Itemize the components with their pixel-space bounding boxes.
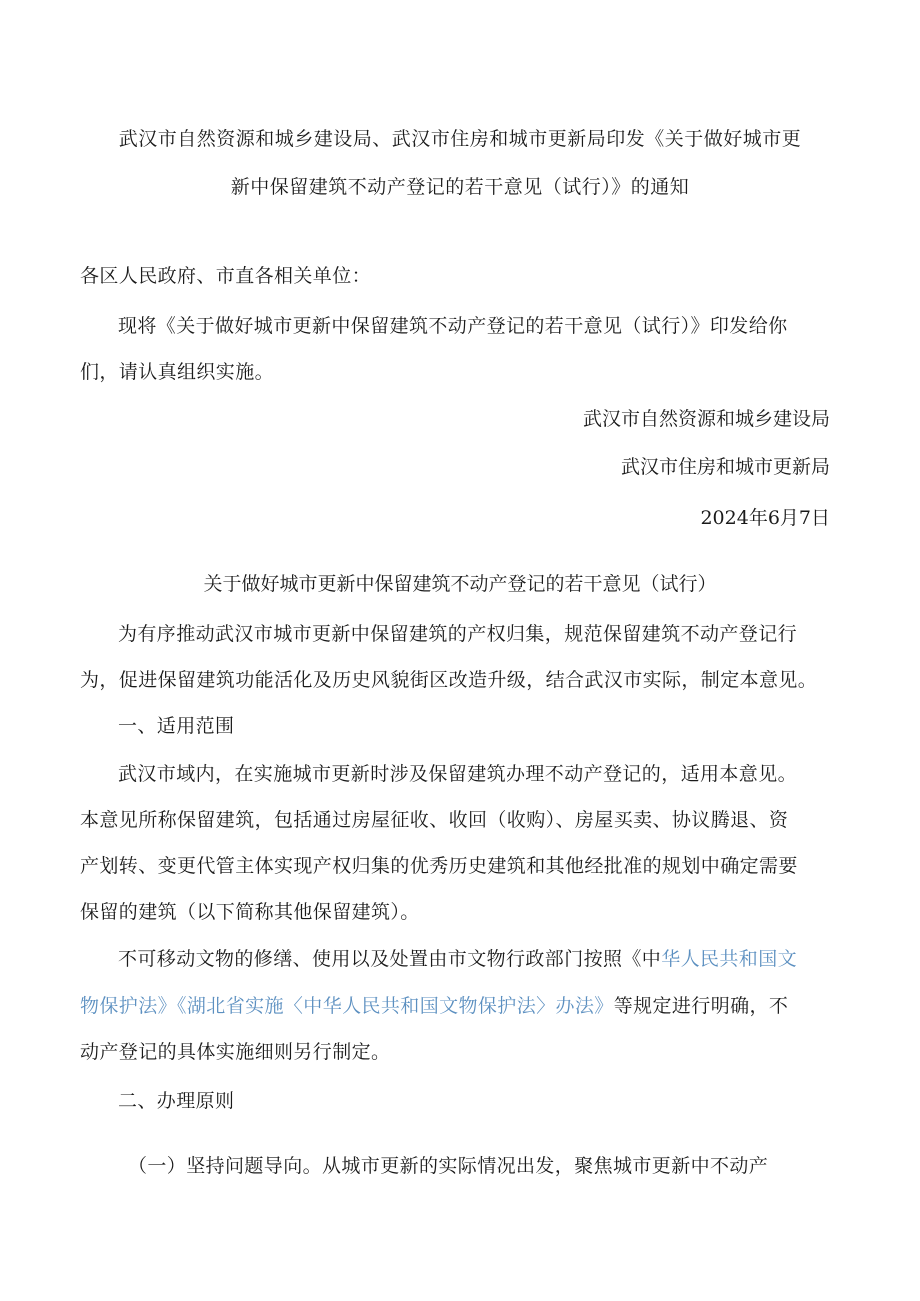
issue-date: 2024年6月7日: [700, 507, 830, 529]
intro-line-2: 为，促进保留建筑功能活化及历史风貌街区改造升级，结合武汉市实际，制定本意见。: [80, 669, 818, 691]
notice-body-line-2: 们，请认真组织实施。: [80, 361, 275, 383]
addressee: 各区人民政府、市直各相关单位：: [80, 265, 372, 287]
s1-p2-line-3: 动产登记的具体实施细则另行制定。: [80, 1041, 391, 1063]
s1-p2-line-1-text: 不可移动文物的修缮、使用以及处置由市文物行政部门按照《中: [118, 948, 662, 970]
s1-p2-line-2-text: 等规定进行明确，不: [613, 995, 789, 1017]
s1-p1-line-2: 本意见所称保留建筑，包括通过房屋征收、收回（收购）、房屋买卖、协议腾退、资: [80, 809, 789, 831]
law-link-part-1[interactable]: 华人民共和国文: [661, 948, 798, 970]
opinion-title: 关于做好城市更新中保留建筑不动产登记的若干意见（试行）: [203, 573, 717, 595]
s1-p1-line-3: 产划转、变更代管主体实现产权归集的优秀历史建筑和其他经批准的规划中确定需要: [80, 855, 798, 877]
s2-item-1-line-1: （一）坚持问题导向。从城市更新的实际情况出发，聚焦城市更新中不动产: [128, 1155, 769, 1177]
s1-p1-line-1: 武汉市域内，在实施城市更新时涉及保留建筑办理不动产登记的，适用本意见。: [118, 763, 798, 785]
intro-line-1: 为有序推动武汉市城市更新中保留建筑的产权归集，规范保留建筑不动产登记行: [118, 623, 798, 645]
issuer-2: 武汉市住房和城市更新局: [620, 456, 830, 478]
notice-title-line-2: 新中保留建筑不动产登记的若干意见（试行）》的通知: [230, 176, 690, 198]
s1-p1-line-4: 保留的建筑（以下简称其他保留建筑）。: [80, 901, 420, 923]
notice-title-line-1: 武汉市自然资源和城乡建设局、武汉市住房和城市更新局印发《关于做好城市更: [118, 128, 802, 150]
section-1-heading: 一、适用范围: [118, 715, 235, 737]
s1-p2-line-1: [118, 947, 797, 971]
section-2-heading: 二、办理原则: [118, 1090, 235, 1112]
notice-body-line-1: 现将《关于做好城市更新中保留建筑不动产登记的若干意见（试行）》印发给你: [118, 315, 788, 337]
law-link-part-2[interactable]: 物保护法》《湖北省实施〈中华人民共和国文物保护法〉办法》: [80, 995, 614, 1017]
issuer-1: 武汉市自然资源和城乡建设局: [582, 408, 830, 430]
s1-p2-line-2: [80, 994, 788, 1018]
